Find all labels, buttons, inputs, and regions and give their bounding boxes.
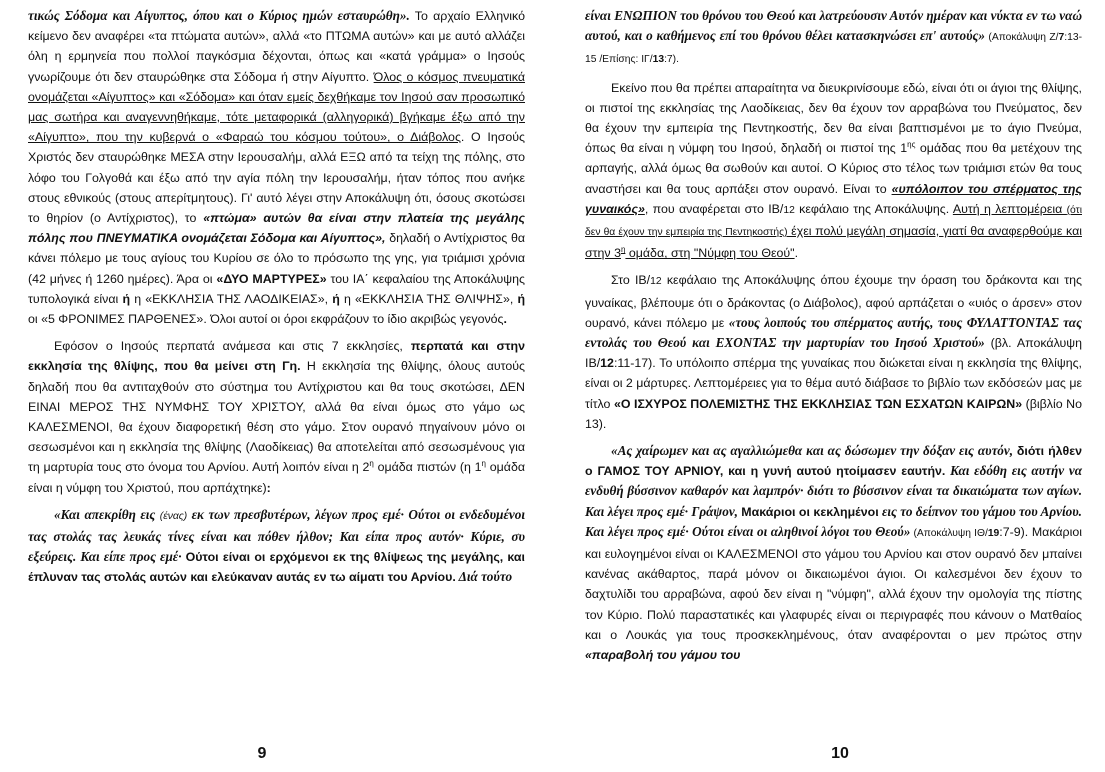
text: :7-9). Μακάριοι και ευλογημένοι είναι οι ΚΑΛΕΣΜΕΝΟΙ στο γάμου του Αρνίου και στον ουρανό δεν μπαίνει κανένας ακάθαρτος, παρά μόνον οι δικαιωμένοι άγιοι. Οι καλεσμένοι δεν έχουν το δαχτυλίδι του αρραβώνα, αφού δεν είναι η "νύμφη", αλλά έχουν την ομολογία της πίστης τον Κύριο. Πολύ παραστατικές και γλαφυρές είναι οι περιγραφές που κάνουν ο Ματθαίος και ο Λουκάς για τους προσκεκλημένους, όταν αναφέρονται ο μεν πρώτος στην <box>585 524 1083 642</box>
text-bold: περπατά και στην εκκλησία της θλίψης, που θα μείνει στη Γη. <box>28 339 525 374</box>
text: (βλ. Αποκάλυψη ΙΒ/ <box>585 336 1082 371</box>
quote-text: «Και απεκρίθη εις <box>54 506 160 522</box>
text-bold: : <box>266 480 271 495</box>
text-bold: ή <box>517 291 526 306</box>
superscript: ης <box>907 140 916 150</box>
text: Η εκκλησία της θλίψης, όλους αυτούς δηλαδή που θα αντιταχθούν στο σύστημα του Αντίχριστου και θα τους σκοτώσει, ΔΕΝ ΕΙΝΑΙ ΜΕΡΟΣ ΤΗΣ ΝΥΜΦΗΣ ΤΟΥ ΧΡΙΣΤΟΥ, αλλά θα είναι όμως στο γάμο ως ΚΑΛΕΣΜΕΝΟΙ, θα έχουν διαφορετική θέση στο γάμο. Στον ουρανό πηγαίνουν μόνο οι σεσωσμένοι και η εκκλησία της θλίψης (Λαοδίκειας) θα αποτελείται από σεσωσμένους για τη μαρτυρία τους στο όνομα του Αρνίου. Αυτή λοιπόν είναι η 2 <box>28 359 526 475</box>
text: Εφόσον ο Ιησούς περπατά ανάμεσα και στις 7 εκκλησίες, <box>54 339 411 354</box>
reference: 19 <box>987 527 1000 539</box>
reference: 13 <box>652 54 665 66</box>
text-bold: «Ο ΙΣΧΥΡΟΣ ΠΟΛΕΜΙΣΤΗΣ ΤΗΣ ΕΚΚΛΗΣΙΑΣ ΤΩΝ ΕΣΧΑΤΩΝ ΚΑΙΡΩΝ» <box>613 396 1023 411</box>
text-bold: . <box>503 312 507 327</box>
text: του ΙΑ΄ κεφαλαίου της Αποκάλυψης τυπολογικά είναι <box>28 271 525 306</box>
text-bold: ή <box>122 291 131 306</box>
page-number-left: 9 <box>257 745 267 762</box>
text: , που αναφέρεται στο ΙΒ/ <box>644 201 784 216</box>
right-paragraph-2 <box>585 78 1082 264</box>
right-paragraph-3 <box>585 270 1082 434</box>
text: οι «5 ΦΡΟΝΙΜΕΣ ΠΑΡΘΕΝΕΣ». Όλοι αυτοί οι όροι εκφράζουν το ίδιο ακριβώς γεγονός <box>28 312 504 327</box>
quote-text: είναι ΕΝΩΠΙΟΝ του θρόνου του Θεού και λατρεύουσιν Αυτόν ημέραν και νύκτα εν τω ναώ αυτού, και ο καθήμενος επί του θρόνου θέλει κατασκηνώσει επ' αυτούς» <box>585 8 1082 44</box>
text-bold: Μακάριοι οι κεκλημένοι <box>741 504 879 519</box>
reference: (Αποκάλυψη Ζ/ <box>985 32 1059 44</box>
text-bold-italic: «παραβολή του γάμου του <box>585 648 741 663</box>
text: Το αρχαίο Ελληνικό κείμενο δεν αναφέρει «τα πτώματα αυτών», αλλά «το ΠΤΩΜΑ αυτών» και με αυτό αλλάζει όλη η ερμηνεία που πολλοί παγκόσμια δέχονται, όπως και «κατά γράμμα» ο Ιησούς γνωρίζουμε ότι δεν σταυρώθηκε στα Σόδομα ή στην Αίγυπτο. <box>28 9 525 84</box>
text: . <box>794 246 799 261</box>
text-underlined: έχει πολύ μεγάλη σημασία, γιατί θα αναφερθούμε και στην 3 <box>585 224 1082 261</box>
text: η «ΕΚΚΛΗΣΙΑ ΤΗΣ ΛΑΟΔΙΚΕΙΑΣ», <box>130 291 333 306</box>
quote-text: εις το δείπνον του γάμου του Αρνίου. Και λέγει προς εμέ· Ούτοι είναι οι αληθινοί λόγοι του Θεού» <box>585 503 1082 539</box>
text: . Ο Ιησούς Χριστός δεν σταυρώθηκε ΜΕΣΑ στην Ιερουσαλήμ, αλλά ΕΞΩ από τα τείχη της πόλης, στο λόφο του Γολγοθά και έξω από την αγία πόλη την Ιερουσαλήμ, ήταν τόπος που ανήκε στους εθνικούς (στους απερίτμητους). Γι' αυτό λέγει στην Αποκάλυψη ότι, όσους σκοτώσει το θηρίον (ο Αντίχριστος), το <box>28 130 525 226</box>
quote-text: Και εδόθη εις αυτήν να ενδυθή βύσσινον καθαρόν και λαμπρόν· διότι το βύσσινον είναι τα δικαιώματα των αγίων. Και λέγει προς εμέ· Γράψον, <box>585 463 1082 519</box>
text-underlined-small: (ότι δεν θα έχουν την εμπειρία της Πεντηκοστής) <box>585 204 1082 239</box>
text: Στο ΙΒ/ <box>611 273 651 288</box>
right-quote <box>585 441 1082 665</box>
reference: 7 <box>1058 32 1065 44</box>
text-small: 12 <box>783 204 795 216</box>
text-underlined: Όλος ο κόσμος πνευματικά ονομάζεται «Αίγυπτος» και «Σόδομα» και όταν εμείς δεχθήκαμε τον Ιησού σαν προσωπικό μας σωτήρα και αναγεννηθήκαμε, τότε μεταφορικά (αλληγορικά) βγήκαμε έξω από την «Αίγυπτο», που την κυβερνά ο «Φαραώ του κόσμου τούτου», ο Διάβολος <box>28 69 525 145</box>
page-number-right: 10 <box>831 745 849 762</box>
text-bold-italic: «υπόλοιπον του σπέρματος της γυναικός» <box>585 181 1082 216</box>
text: ομάδα πιστών (η 1 <box>373 460 482 475</box>
text: Εκείνο που θα πρέπει απαραίτητα να διευκρινίσουμε εδώ, είναι ότι οι άγιοι της θλίψης, οι πιστοί της εκκλησίας της Λαοδίκειας, δεν θα έχουν τον αρραβώνα του Πνεύματος, δεν θα έχουν την εμπειρία της Πεντηκοστής, δεν θα είναι βαπτισμένοι με το άγιο Πνεύμα, όπως θα είναι η νύμφη του Ιησού, δηλαδή οι πιστοί της 1 <box>585 80 1082 156</box>
text: ομάδα είναι η νύμφη του Χριστού, που αρπάχτηκε) <box>28 460 526 495</box>
text: (βιβλίο Νο 13). <box>585 396 1082 431</box>
text-bold-italic: «πτώμα» αυτών θα είναι στην πλατεία της μεγάλης πόλης που ΠΝΕΥΜΑΤΙΚΑ ονομάζεται Σόδομα και Αίγυπτος», <box>28 211 525 246</box>
text-bold: Ούτοι είναι οι ερχόμενοι εκ της θλίψεως της μεγάλης, και έπλυναν τας στολάς αυτών και ελεύκαναν αυτάς εν τω αίματι του Αρνίου. <box>28 550 525 585</box>
text: κεφάλαιο της Αποκάλυψης όπου έχουμε την όραση του δράκοντα και της γυναίκας, βλέπουμε ότι ο δράκοντας (ο Διάβολος), αφού αρπάζεται ο «υιός ο άρσεν» στον ουρανό, κάνει πόλεμο με <box>585 273 1082 330</box>
text: η «ΕΚΚΛΗΣΙΑ ΤΗΣ ΘΛΙΨΗΣ», <box>339 291 518 306</box>
text-bold: «ΔΥΟ ΜΑΡΤΥΡΕΣ» <box>216 271 327 286</box>
right-page <box>585 6 1082 768</box>
text-underlined: ομάδα, στη "Νύμφη του Θεού" <box>625 246 795 261</box>
text-small: 12 <box>650 276 662 288</box>
superscript: η <box>369 459 374 469</box>
reference: :7). <box>664 54 679 66</box>
quote-text: «Ας χαίρωμεν και ας αγαλλιώμεθα και ας δώσωμεν την δόξαν εις αυτόν, <box>611 443 1017 459</box>
quote-text: Διά τούτο <box>455 569 513 585</box>
text-bold: διότι ήλθεν ο ΓΑΜΟΣ ΤΟΥ ΑΡΝΙΟΥ, και η γυνή αυτού ητοίμασεν εαυτήν. <box>585 444 1083 479</box>
left-quote <box>28 505 525 588</box>
text-bold: ή <box>332 291 340 306</box>
left-paragraph-2 <box>28 336 525 498</box>
text-underlined: Αυτή η λεπτομέρεια <box>952 201 1067 216</box>
reference: (Αποκάλυψη ΙΘ/ <box>910 527 988 539</box>
text: ομάδας που θα μετέχουν της αρπαγής, αλλά όμως θα σωθούν και αυτοί. Ο Κύριος στο τέλος των τριάμισι ετών θα τους αναστήσει και θα τους αρπάξει στον ουρανό. Είναι το <box>585 141 1082 196</box>
right-paragraph-1 <box>585 6 1082 71</box>
left-paragraph-1 <box>28 6 525 329</box>
superscript: η <box>481 459 486 469</box>
left-page <box>28 6 525 768</box>
text-bold-italic: τικώς Σόδομα και Αίγυπτος, όπου και ο Κύριος ημών εσταυρώθη». <box>28 8 410 23</box>
text-small: (ένας) <box>159 510 188 522</box>
reference: :13-15 /Επίσης: ΙΓ/ <box>585 32 1082 66</box>
text: δηλαδή ο Αντίχριστος θα κάνει πόλεμο με τους αγίους του Κυρίου σε όλο το πρόσωπο της γης, για τριάμισι χρόνια (42 μήνες ή 1260 ημέρες). Άρα οι <box>28 231 526 286</box>
quote-text: «τους λοιπούς του σπέρματος αυτής, τους ΦΥΛΑΤΤΟΝΤΑΣ τας εντολάς του Θεού και ΕΧΟΝΤΑΣ την μαρτυρίαν του Ιησού Χριστού» <box>585 314 1082 351</box>
text: κεφάλαιο της Αποκάλυψης. <box>794 201 953 216</box>
superscript: η <box>620 245 626 255</box>
text: :11-17). Το υπόλοιπο σπέρμα της γυναίκας που διώκεται είναι η εκκλησία της θλίψης, είναι οι 2 μάρτυρες. Λεπτομέρειες για το θέμα αυτό διάβασε το βιβλίο των εκδόσεών μας με τίτλο <box>585 356 1082 411</box>
quote-text: εκ των πρεσβυτέρων, λέγων προς εμέ· Ούτοι οι ενδεδυμένοι τας στολάς τας λευκάς τίνες είναι και πόθεν ήλθον; Και είπα προς αυτόν· Κύριε, συ εξεύρεις. Και είπε προς εμέ· <box>28 506 525 565</box>
text-bold: 12 <box>600 356 614 371</box>
